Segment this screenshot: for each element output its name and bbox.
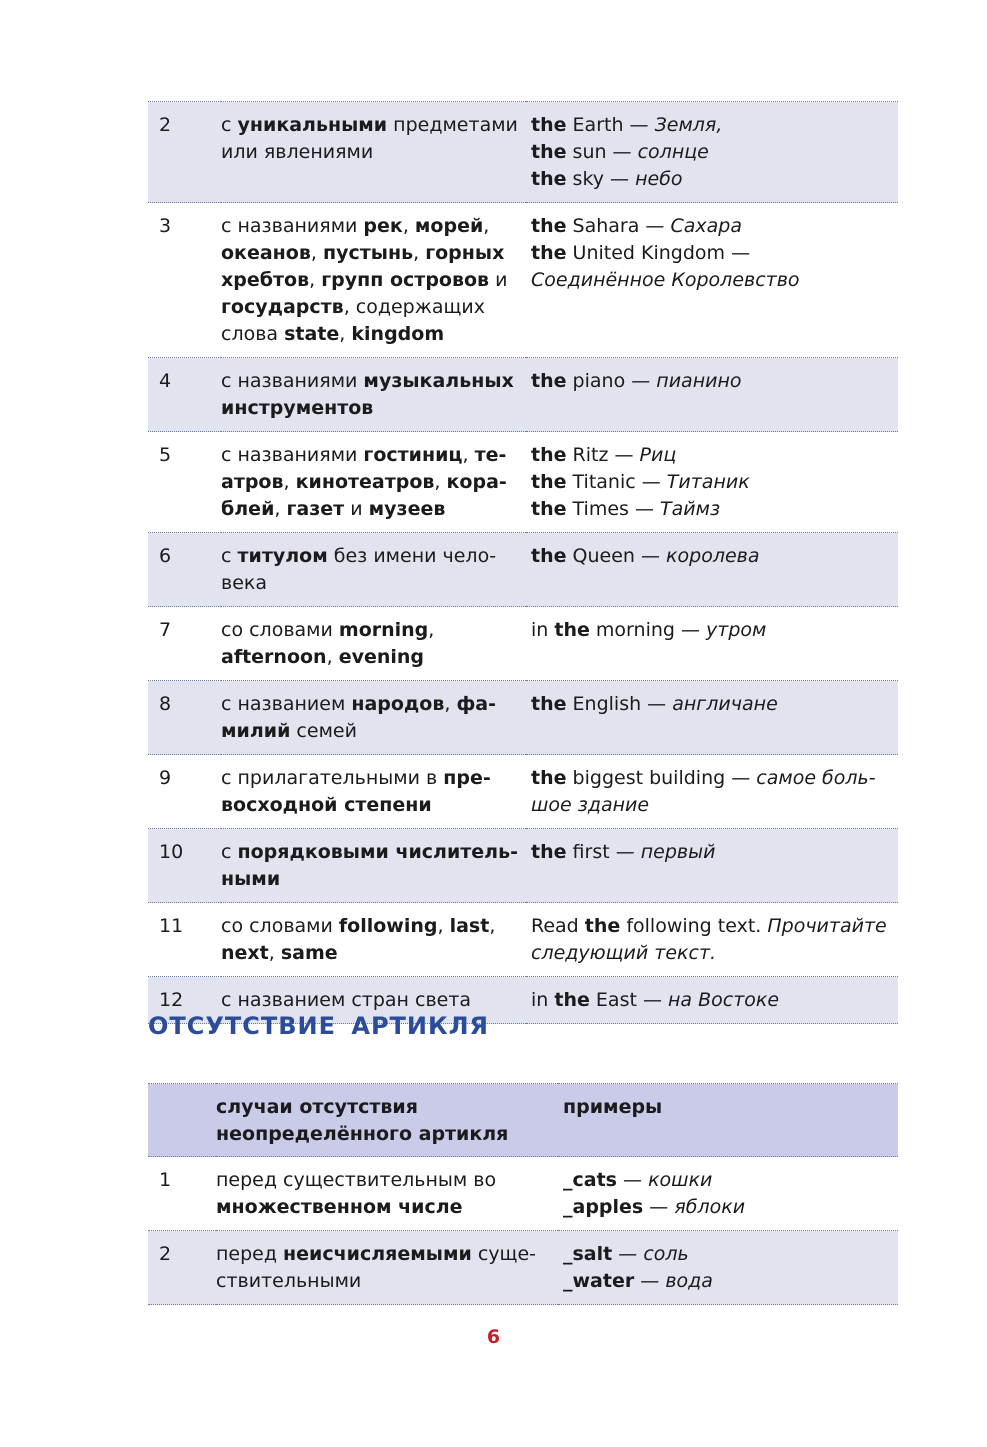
text-run: first —	[566, 841, 641, 863]
text-run: соль	[643, 1243, 689, 1265]
row-number: 2	[148, 1231, 216, 1305]
text-run: _water	[563, 1270, 635, 1292]
text-run: вода	[665, 1270, 713, 1292]
text-run: —	[612, 1243, 644, 1265]
examples	[558, 1231, 898, 1305]
usage-rule	[221, 681, 526, 755]
usage-rule	[221, 358, 526, 432]
text-run: morning	[338, 619, 429, 641]
text-run: kingdom	[351, 323, 445, 345]
example-line	[531, 139, 890, 166]
examples	[526, 755, 898, 829]
examples	[526, 203, 898, 358]
text-run: с названием	[221, 693, 352, 715]
text-run: English —	[566, 693, 673, 715]
example-line	[531, 442, 890, 469]
row-number: 9	[159, 767, 172, 789]
usage-rule	[221, 203, 526, 358]
text-run: с	[221, 545, 238, 567]
text-run: титулом	[237, 545, 328, 567]
text-run: семей	[290, 720, 357, 742]
text-run: the	[531, 693, 567, 715]
text-run: the	[531, 545, 567, 567]
text-run: the	[531, 841, 567, 863]
text-run: ,	[413, 242, 426, 264]
text-run: с названием стран света	[221, 989, 472, 1011]
text-run: без имени человека	[221, 545, 497, 594]
examples	[526, 829, 898, 903]
text-run: ,	[283, 471, 296, 493]
example-line	[531, 987, 890, 1014]
text-run: the	[531, 168, 567, 190]
text-run: кошки	[648, 1169, 713, 1191]
section-title: ОТСУТСТВИЕ АРТИКЛЯ	[148, 1012, 490, 1040]
text-run: групп островов	[321, 269, 490, 291]
text-run: _salt	[563, 1243, 613, 1265]
text-run: со словами	[221, 619, 339, 641]
text-run: уникальными	[237, 114, 388, 136]
row-number: 5	[159, 444, 172, 466]
text-run: ,	[326, 646, 339, 668]
text-run: in	[531, 619, 555, 641]
text-run: со словами	[221, 915, 339, 937]
text-run: королева	[666, 545, 760, 567]
table-row	[148, 358, 898, 432]
text-run: ,	[434, 471, 447, 493]
text-run: горных хребтов	[221, 242, 505, 291]
text-run: the	[584, 915, 621, 937]
example-line	[531, 240, 890, 294]
text-run: с названиями	[221, 215, 364, 237]
definite-article-table	[148, 101, 898, 1024]
text-run: пианино	[656, 370, 742, 392]
examples	[526, 533, 898, 607]
text-run: Риц	[639, 444, 677, 466]
text-run: following	[338, 915, 438, 937]
example-line	[531, 839, 890, 866]
text-run: sky —	[566, 168, 636, 190]
text-run: порядковыми числительными	[221, 841, 519, 890]
text-run: the	[531, 498, 567, 520]
example-line	[563, 1241, 890, 1268]
text-run: the	[531, 114, 567, 136]
text-run: и	[489, 269, 508, 291]
text-run: с названиями	[221, 370, 364, 392]
table-row	[148, 432, 898, 533]
example-line	[531, 166, 890, 193]
text-run: Титаник	[666, 471, 750, 493]
text-run: предметами или явлениями	[221, 114, 518, 163]
text-run: the	[531, 370, 567, 392]
table-row	[148, 829, 898, 903]
text-run: с названиями	[221, 444, 364, 466]
examples	[526, 977, 898, 1024]
example-line	[531, 213, 890, 240]
example-line	[531, 765, 890, 819]
example-line	[531, 469, 890, 496]
text-run: state	[284, 323, 340, 345]
header-num	[148, 1084, 216, 1157]
example-line	[563, 1167, 890, 1194]
text-run: Земля,	[654, 114, 723, 136]
row-number: 4	[148, 358, 221, 432]
text-run: океанов	[221, 242, 311, 264]
text-run: морей	[414, 215, 484, 237]
text-run: evening	[338, 646, 425, 668]
text-run: ,	[339, 323, 352, 345]
text-run: ,	[309, 269, 322, 291]
text-run: the	[531, 767, 567, 789]
text-run: the	[531, 215, 567, 237]
text-run: неисчисляемыми	[283, 1243, 472, 1265]
text-run: Times —	[566, 498, 661, 520]
text-run: народов	[351, 693, 445, 715]
examples	[526, 358, 898, 432]
text-run: первый	[640, 841, 716, 863]
example-line	[563, 1194, 890, 1221]
text-run: яблоки	[674, 1196, 746, 1218]
text-run: the	[554, 619, 590, 641]
text-run: Queen —	[566, 545, 667, 567]
usage-rule	[221, 829, 526, 903]
text-run: утром	[706, 619, 767, 641]
text-run: Earth —	[566, 114, 655, 136]
text-run: превосходной степени	[221, 767, 491, 816]
row-number: 10	[148, 829, 221, 903]
text-run: газет	[286, 498, 345, 520]
row-number: 8	[148, 681, 221, 755]
text-run: Ritz —	[566, 444, 640, 466]
text-run: afternoon	[221, 646, 327, 668]
text-run: ,	[489, 915, 496, 937]
text-run: существительными	[216, 1243, 537, 1292]
text-run: гостиниц	[363, 444, 463, 466]
table-row	[148, 681, 898, 755]
header-cases: случаи отсутствия неопределённого артикля	[216, 1084, 558, 1157]
text-run: Прочитайте следующий текст.	[531, 915, 887, 964]
table-row	[148, 607, 898, 681]
text-run: sun —	[566, 141, 638, 163]
text-run: the	[531, 444, 567, 466]
row-number: 7	[159, 619, 172, 641]
text-run: _apples	[563, 1196, 644, 1218]
usage-rule	[216, 1231, 558, 1305]
text-run: the	[531, 141, 567, 163]
examples	[526, 432, 898, 533]
text-run: небо	[635, 168, 683, 190]
text-run: солнце	[637, 141, 709, 163]
text-run: —	[643, 1196, 675, 1218]
text-run: piano —	[566, 370, 657, 392]
examples	[558, 1157, 898, 1231]
text-run: государств	[221, 296, 344, 318]
table-row	[148, 102, 898, 203]
examples	[526, 607, 898, 681]
row-number: 11	[159, 915, 184, 937]
examples	[526, 102, 898, 203]
text-run: ,	[437, 915, 450, 937]
text-run: United Kingdom —	[566, 242, 751, 264]
usage-rule	[221, 432, 526, 533]
text-run: ,	[310, 242, 323, 264]
text-run: ,	[268, 942, 281, 964]
usage-rule	[221, 755, 526, 829]
header-examples: примеры	[558, 1084, 898, 1157]
text-run: с	[221, 114, 238, 136]
text-run: Titanic —	[566, 471, 667, 493]
text-run: biggest building —	[566, 767, 757, 789]
usage-rule	[221, 607, 526, 681]
text-run: _cats	[563, 1169, 617, 1191]
table-row	[148, 533, 898, 607]
text-run: ,	[483, 215, 490, 237]
text-run: morning —	[589, 619, 707, 641]
text-run: East —	[589, 989, 668, 1011]
text-run: , содержащих слова	[221, 296, 485, 345]
text-run: ,	[402, 215, 415, 237]
text-run: next	[221, 942, 269, 964]
example-line	[531, 543, 890, 570]
example-line	[563, 1268, 890, 1295]
text-run: the	[531, 471, 567, 493]
row-number: 1	[159, 1169, 172, 1191]
row-number: 6	[148, 533, 221, 607]
text-run: с прилагательными в	[221, 767, 444, 789]
text-run: ,	[274, 498, 287, 520]
text-run: same	[280, 942, 338, 964]
row-number: 12	[148, 977, 221, 1024]
example-line	[531, 368, 890, 395]
row-number: 3	[159, 215, 172, 237]
table-row	[148, 1157, 898, 1231]
text-run: the	[554, 989, 590, 1011]
usage-rule	[221, 102, 526, 203]
table-row	[148, 903, 898, 977]
text-run: англичане	[672, 693, 778, 715]
text-run: самое большое здание	[531, 767, 876, 816]
examples	[526, 681, 898, 755]
table-row	[148, 755, 898, 829]
text-run: кораблей	[221, 471, 507, 520]
text-run: театров	[221, 444, 507, 493]
usage-rule	[221, 903, 526, 977]
text-run: кинотеатров	[295, 471, 435, 493]
text-run: Read	[531, 915, 585, 937]
page-number: 6	[486, 1326, 501, 1348]
text-run: фамилий	[221, 693, 497, 742]
text-run: ,	[444, 693, 457, 715]
text-run: following text.	[620, 915, 768, 937]
example-line	[531, 112, 890, 139]
example-line	[531, 617, 890, 644]
text-run: Таймз	[660, 498, 721, 520]
text-run: Sahara —	[566, 215, 671, 237]
examples	[526, 903, 898, 977]
text-run: пустынь	[322, 242, 414, 264]
table-row	[148, 203, 898, 358]
text-run: множественном числе	[216, 1196, 463, 1218]
text-run: с	[221, 841, 238, 863]
text-run: —	[634, 1270, 666, 1292]
example-line	[531, 496, 890, 523]
text-run: Соединённое Королевство	[531, 269, 800, 291]
text-run: на Востоке	[668, 989, 780, 1011]
table-header-row	[148, 1084, 898, 1157]
example-line	[531, 913, 890, 967]
text-run: перед существительным во	[216, 1169, 497, 1191]
text-run: Сахара	[670, 215, 742, 237]
example-line	[531, 691, 890, 718]
text-run: in	[531, 989, 555, 1011]
text-run: ,	[428, 619, 435, 641]
text-run: музеев	[368, 498, 446, 520]
text-run: музыкальных инструментов	[221, 370, 514, 419]
text-run: last	[449, 915, 490, 937]
usage-rule	[216, 1157, 558, 1231]
text-run: ,	[462, 444, 475, 466]
text-run: и	[344, 498, 369, 520]
text-run: рек	[363, 215, 403, 237]
text-run: the	[531, 242, 567, 264]
table-row	[148, 1231, 898, 1305]
usage-rule	[221, 533, 526, 607]
text-run: —	[616, 1169, 649, 1191]
row-number: 2	[148, 102, 221, 203]
zero-article-table	[148, 1083, 898, 1305]
text-run: перед	[216, 1243, 284, 1265]
